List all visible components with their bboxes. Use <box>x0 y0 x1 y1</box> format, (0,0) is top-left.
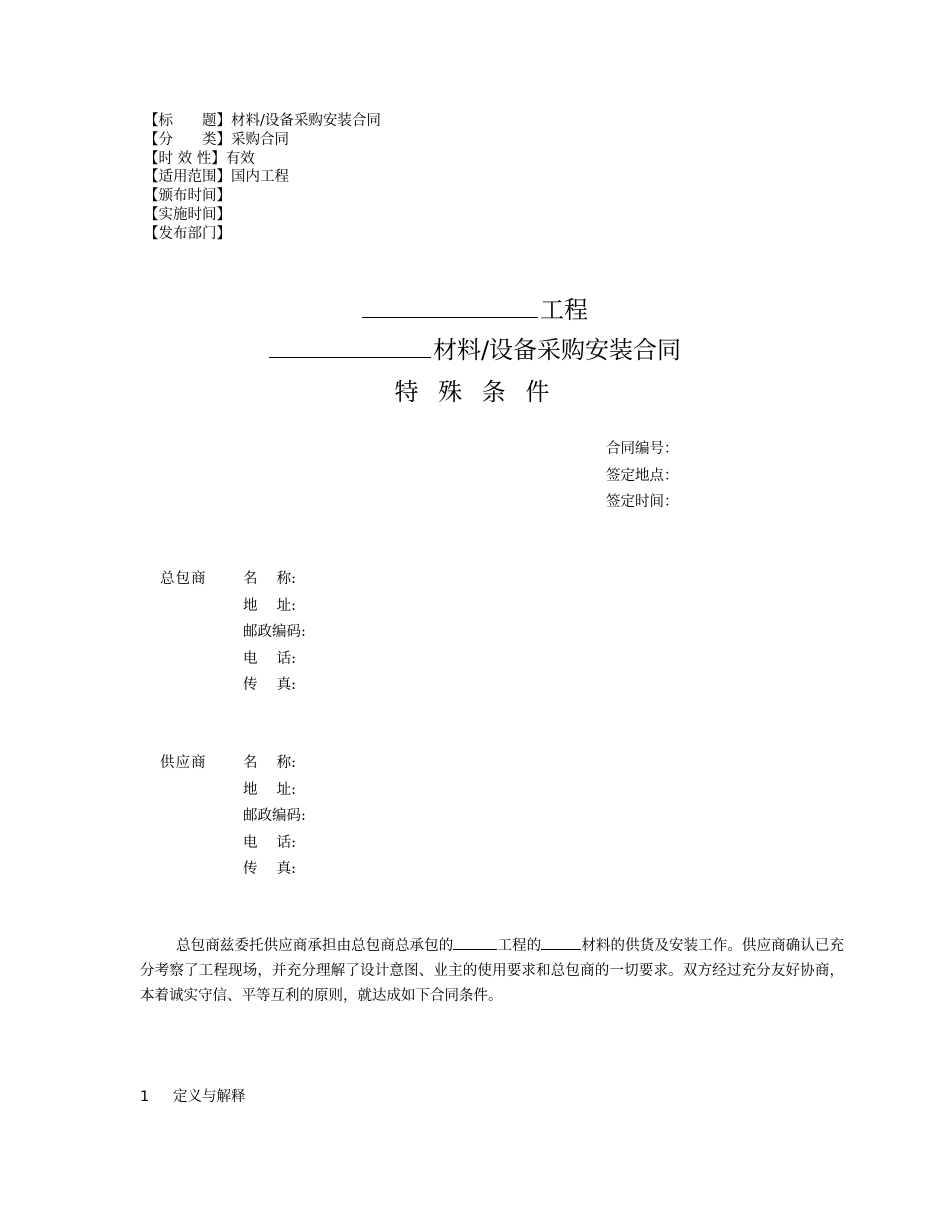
meta-row-validity <box>144 150 381 169</box>
contractor-fields <box>243 566 306 699</box>
supplier-field-phone: 电 话: <box>243 834 296 851</box>
project-name-blank <box>362 295 538 318</box>
meta-label: 【时 效 性】 <box>144 150 226 167</box>
meta-row-effective-date <box>144 206 381 225</box>
intro-paragraph <box>140 934 844 1009</box>
intro-text-2: 工程的 <box>497 938 542 954</box>
title-project-line <box>0 290 950 325</box>
contract-number-label: 合同编号： <box>606 441 679 457</box>
contractor-label: 总包商 <box>160 571 207 587</box>
supplier-field-address: 地 址: <box>243 781 296 798</box>
meta-label: 【分 类】 <box>144 131 231 148</box>
contract-info <box>606 436 679 516</box>
supplier-label: 供应商 <box>160 755 207 771</box>
signing-place-label: 签定地点： <box>606 467 679 484</box>
contractor-field-postcode: 邮政编码: <box>243 624 306 640</box>
meta-value: 国内工程 <box>231 169 289 186</box>
meta-label: 【适用范围】 <box>144 169 231 186</box>
meta-label: 【颁布时间】 <box>144 188 231 205</box>
meta-label: 【标 题】 <box>144 113 231 129</box>
intro-text-3: 材料的供货及安装工作。供应商确认已充分考察了工程现场，并充分理解了设计意图、业主的使用要求和总包商的一切要求。双方经过充分友好协商，本着诚实守信、平等互利的原则，就达成如下合同条件。 <box>140 938 845 1004</box>
meta-label: 【发布部门】 <box>144 225 231 242</box>
supplier-field-postcode: 邮政编码: <box>243 808 306 824</box>
supplier-field-name: 名 称: <box>243 755 296 771</box>
signing-time-label: 签定时间： <box>606 494 679 510</box>
meta-value: 材料/设备采购安装合同 <box>231 113 381 129</box>
title-contract-suffix: 材料/设备采购安装合同 <box>432 336 682 364</box>
meta-value: 采购合同 <box>231 131 289 148</box>
contractor-field-address: 地 址: <box>243 597 296 614</box>
title-special-conditions: 特 殊 条 件 <box>394 378 556 406</box>
intro-project-blank <box>453 935 497 950</box>
section-title: 定义与解释 <box>173 1089 246 1105</box>
supplier-fields <box>243 750 306 883</box>
meta-row-scope <box>144 168 381 187</box>
title-project-suffix: 工程 <box>540 296 588 324</box>
meta-row-issue-date <box>144 187 381 206</box>
meta-value: 有效 <box>225 150 255 167</box>
title-contract-line <box>0 330 950 365</box>
contractor-field-fax: 传 真: <box>243 677 296 693</box>
meta-row-title <box>144 112 381 131</box>
supplier-field-fax: 传 真: <box>243 861 296 877</box>
contractor-field-phone: 电 话: <box>243 650 296 667</box>
meta-row-category <box>144 131 381 150</box>
section-number: 1 <box>140 1089 150 1105</box>
section-heading <box>140 1085 246 1106</box>
contractor-field-name: 名 称: <box>243 571 296 587</box>
intro-material-blank <box>541 935 581 950</box>
meta-row-department <box>144 225 381 244</box>
meta-label: 【实施时间】 <box>144 206 231 223</box>
material-name-blank <box>269 335 431 358</box>
intro-text-1: 总包商兹委托供应商承担由总包商总承包的 <box>176 938 454 954</box>
document-metadata <box>144 112 381 244</box>
